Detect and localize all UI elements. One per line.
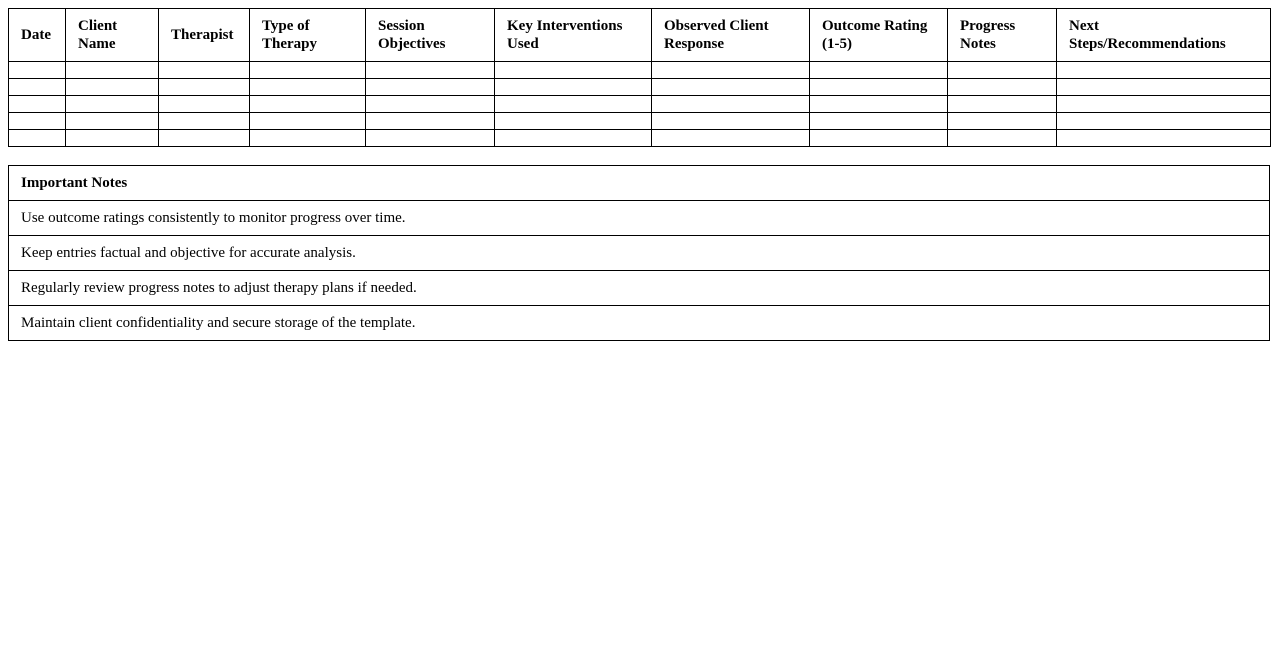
table-cell[interactable]	[495, 130, 652, 147]
table-row	[9, 62, 1271, 79]
table-cell[interactable]	[948, 79, 1057, 96]
column-header-outcome-rating: Outcome Rating (1-5)	[810, 9, 948, 62]
column-header-therapist: Therapist	[159, 9, 250, 62]
table-row	[9, 96, 1271, 113]
note-row	[9, 306, 1270, 341]
table-row	[9, 130, 1271, 147]
table-cell[interactable]	[495, 96, 652, 113]
table-cell[interactable]	[948, 113, 1057, 130]
table-cell[interactable]	[250, 113, 366, 130]
table-cell[interactable]	[250, 62, 366, 79]
table-cell[interactable]	[9, 113, 66, 130]
table-cell[interactable]	[810, 96, 948, 113]
table-cell[interactable]	[9, 62, 66, 79]
table-cell[interactable]	[159, 130, 250, 147]
table-cell[interactable]	[948, 62, 1057, 79]
table-cell[interactable]	[495, 62, 652, 79]
column-header-next-steps: Next Steps/Recommendations	[1057, 9, 1271, 62]
note-row	[9, 236, 1270, 271]
table-row	[9, 113, 1271, 130]
important-notes-table	[8, 165, 1270, 341]
table-cell[interactable]	[9, 96, 66, 113]
table-cell[interactable]	[66, 130, 159, 147]
column-header-date: Date	[9, 9, 66, 62]
column-header-key-interventions: Key Interventions Used	[495, 9, 652, 62]
table-cell[interactable]	[66, 79, 159, 96]
table-cell[interactable]	[66, 113, 159, 130]
table-cell[interactable]	[366, 96, 495, 113]
table-cell[interactable]	[1057, 79, 1271, 96]
table-cell[interactable]	[1057, 113, 1271, 130]
table-cell[interactable]	[159, 62, 250, 79]
table-cell[interactable]	[66, 96, 159, 113]
table-cell[interactable]	[948, 130, 1057, 147]
table-cell[interactable]	[810, 130, 948, 147]
note-text: Keep entries factual and objective for accurate analysis.	[9, 236, 1270, 271]
table-cell[interactable]	[159, 79, 250, 96]
note-text: Use outcome ratings consistently to monitor progress over time.	[9, 201, 1270, 236]
table-cell[interactable]	[495, 113, 652, 130]
table-cell[interactable]	[66, 62, 159, 79]
table-cell[interactable]	[810, 79, 948, 96]
table-cell[interactable]	[1057, 130, 1271, 147]
table-cell[interactable]	[250, 96, 366, 113]
table-cell[interactable]	[366, 113, 495, 130]
table-cell[interactable]	[159, 113, 250, 130]
note-text: Regularly review progress notes to adjust therapy plans if needed.	[9, 271, 1270, 306]
table-cell[interactable]	[366, 130, 495, 147]
table-row	[9, 79, 1271, 96]
table-cell[interactable]	[1057, 96, 1271, 113]
column-header-client-name: Client Name	[66, 9, 159, 62]
table-cell[interactable]	[495, 79, 652, 96]
table-cell[interactable]	[652, 96, 810, 113]
table-body	[9, 62, 1271, 147]
table-cell[interactable]	[652, 62, 810, 79]
table-cell[interactable]	[1057, 62, 1271, 79]
column-header-observed-response: Observed Client Response	[652, 9, 810, 62]
table-cell[interactable]	[9, 79, 66, 96]
table-cell[interactable]	[250, 79, 366, 96]
note-text: Maintain client confidentiality and secure storage of the template.	[9, 306, 1270, 341]
table-cell[interactable]	[652, 113, 810, 130]
therapy-log-table	[8, 8, 1271, 147]
table-cell[interactable]	[366, 62, 495, 79]
column-header-type-of-therapy: Type of Therapy	[250, 9, 366, 62]
notes-heading: Important Notes	[9, 166, 1270, 201]
table-cell[interactable]	[250, 130, 366, 147]
table-header-row	[9, 9, 1271, 62]
table-cell[interactable]	[652, 79, 810, 96]
column-header-progress-notes: Progress Notes	[948, 9, 1057, 62]
note-row	[9, 201, 1270, 236]
note-row	[9, 271, 1270, 306]
table-cell[interactable]	[366, 79, 495, 96]
table-cell[interactable]	[652, 130, 810, 147]
column-header-session-objectives: Session Objectives	[366, 9, 495, 62]
table-cell[interactable]	[948, 96, 1057, 113]
table-cell[interactable]	[810, 62, 948, 79]
table-cell[interactable]	[810, 113, 948, 130]
notes-heading-row	[9, 166, 1270, 201]
table-cell[interactable]	[159, 96, 250, 113]
table-cell[interactable]	[9, 130, 66, 147]
